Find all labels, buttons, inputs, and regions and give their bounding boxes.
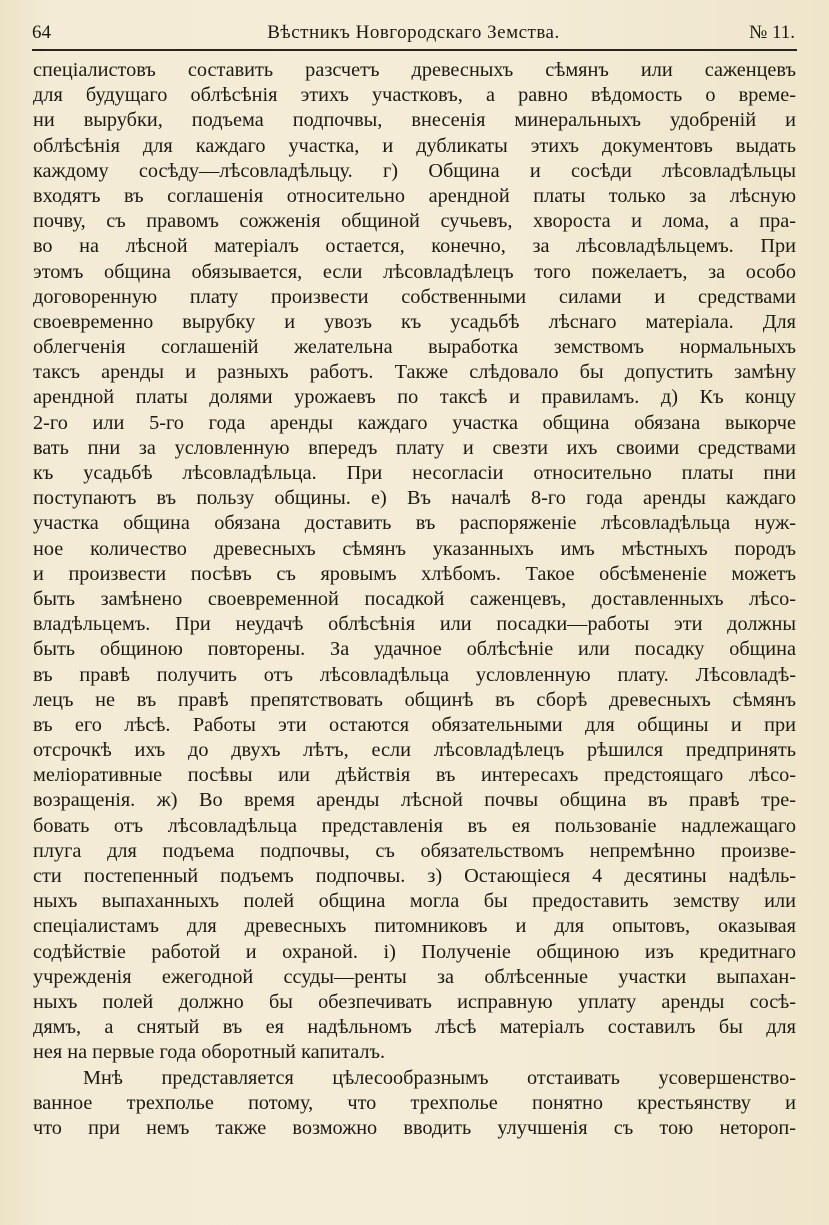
text-line: каждому сосѣду—лѣсовладѣльцу. г) Община и сосѣди лѣсовладѣльцы [33, 159, 796, 182]
text-line: быть замѣнено своевременной посадкой саженцевъ, доставленныхъ лѣсо- [33, 587, 796, 610]
text-line: поступаютъ въ пользу общины. е) Въ началѣ 8-го года аренды каждаго [33, 487, 796, 510]
text-line: почву, съ правомъ сожженія общиной сучьевъ, хвороста и лома, а пра- [33, 210, 796, 233]
text-line: плуга для подъема подпочвы, съ обязательствомъ непремѣнно произве- [33, 839, 796, 862]
text-line: своевременно вырубку и увозъ къ усадьбѣ лѣснаго матеріала. Для [33, 310, 796, 333]
text-line: участка община обязана доставить въ распоряженіе лѣсовладѣльца нуж- [33, 512, 796, 535]
body-text [33, 58, 796, 1141]
page-number: 64 [32, 22, 51, 43]
paragraph-end-line: нея на первые года оборотный капиталъ. [33, 1041, 386, 1064]
text-line: 2-го или 5-го года аренды каждаго участка община обязана выкорче [33, 411, 796, 434]
text-line: меліоративные посѣвы или дѣйствія въ интересахъ предстоящаго лѣсо- [33, 764, 796, 787]
text-line: вать пни за условленную впередъ плату и свезти ихъ своими средствами [33, 436, 796, 459]
text-line: быть общиною повторены. За удачное облѣсѣніе или посадку община [33, 638, 796, 661]
text-line: ныхъ полей должно бы обезпечивать исправную уплату аренды сосѣ- [33, 990, 796, 1013]
issue-number: № 11. [749, 22, 795, 43]
text-line: содѣйствіе работой и охраной. і) Полученіе общиною изъ кредитнаго [33, 940, 796, 963]
text-line: ванное трехполье потому, что трехполье понятно крестьянству и [33, 1091, 796, 1114]
text-line: лецъ не въ правѣ препятствовать общинѣ въ сборѣ древесныхъ сѣмянъ [33, 688, 796, 711]
text-line: къ усадьбѣ лѣсовладѣльца. При несогласіи относительно платы пни [33, 462, 796, 484]
text-line: отсрочкѣ ихъ до двухъ лѣтъ, если лѣсовладѣлецъ рѣшился предпринять [33, 739, 796, 762]
text-line: въ правѣ получить отъ лѣсовладѣльца условленную плату. Лѣсовладѣ- [33, 663, 796, 686]
text-line: для будущаго облѣсѣнія этихъ участковъ, а равно вѣдомость о време- [33, 84, 796, 107]
paragraph-start-line: Мнѣ представляется цѣлесообразнымъ отстаивать усовершенство- [83, 1066, 796, 1089]
text-line: во на лѣсной матеріалъ остается, конечно, за лѣсовладѣльцемъ. При [33, 235, 796, 258]
text-line: этомъ община обязывается, если лѣсовладѣлецъ того пожелаетъ, за особо [33, 260, 796, 283]
running-header [32, 20, 795, 50]
text-line: облѣсѣнія для каждаго участка, и дубликаты этихъ документовъ выдать [33, 134, 796, 157]
text-line: таксъ аренды и разныхъ работъ. Также слѣдовало бы допустить замѣну [33, 361, 796, 384]
text-line: дямъ, а снятый въ ея надѣльномъ лѣсѣ матеріалъ составилъ бы для [33, 1016, 796, 1039]
text-line: облегченія соглашеній желательна выработка земствомъ нормальныхъ [33, 336, 796, 359]
text-line: учрежденія ежегодной ссуды—ренты за облѣсенные участки выпахан- [33, 965, 796, 988]
text-line: возращенія. ж) Во время аренды лѣсной почвы община въ правѣ тре- [33, 789, 796, 812]
text-line: что при немъ также возможно вводить улучшенія съ тою нетороп- [33, 1116, 796, 1139]
text-line: спеціалистамъ для древесныхъ питомниковъ и для опытовъ, оказывая [33, 915, 796, 938]
text-line: въ его лѣсѣ. Работы эти остаются обязательными для общины и при [33, 713, 796, 736]
text-line: договоренную плату произвести собственными силами и средствами [33, 285, 796, 308]
text-line: ни вырубки, подъема подпочвы, внесенія минеральныхъ удобреній и [33, 109, 796, 132]
header-rule [32, 49, 797, 51]
text-line: и произвести посѣвъ съ яровымъ хлѣбомъ. Такое обсѣмененіе можетъ [33, 562, 796, 585]
text-line: арендной платы долями урожаевъ по таксѣ и правиламъ. д) Къ концу [33, 386, 796, 409]
text-line: ныхъ выпаханныхъ полей община могла бы предоставить земству или [33, 890, 796, 913]
text-line: спеціалистовъ составить разсчетъ древесныхъ сѣмянъ или саженцевъ [33, 59, 796, 81]
journal-title: Вѣстникъ Новгородскаго Земства. [267, 22, 560, 43]
text-line: ное количество древесныхъ сѣмянъ указанныхъ имъ мѣстныхъ породъ [33, 537, 796, 560]
text-line: сти постепенный подъемъ подпочвы. з) Остающіеся 4 десятины надѣль- [33, 865, 796, 887]
text-line: входятъ въ соглашенія относительно арендной платы только за лѣсную [33, 184, 796, 207]
text-line: бовать отъ лѣсовладѣльца представленія въ ея пользованіе надлежащаго [33, 814, 796, 837]
text-line: владѣльцемъ. При неудачѣ облѣсѣнія или посадки—работы эти должны [33, 613, 796, 636]
